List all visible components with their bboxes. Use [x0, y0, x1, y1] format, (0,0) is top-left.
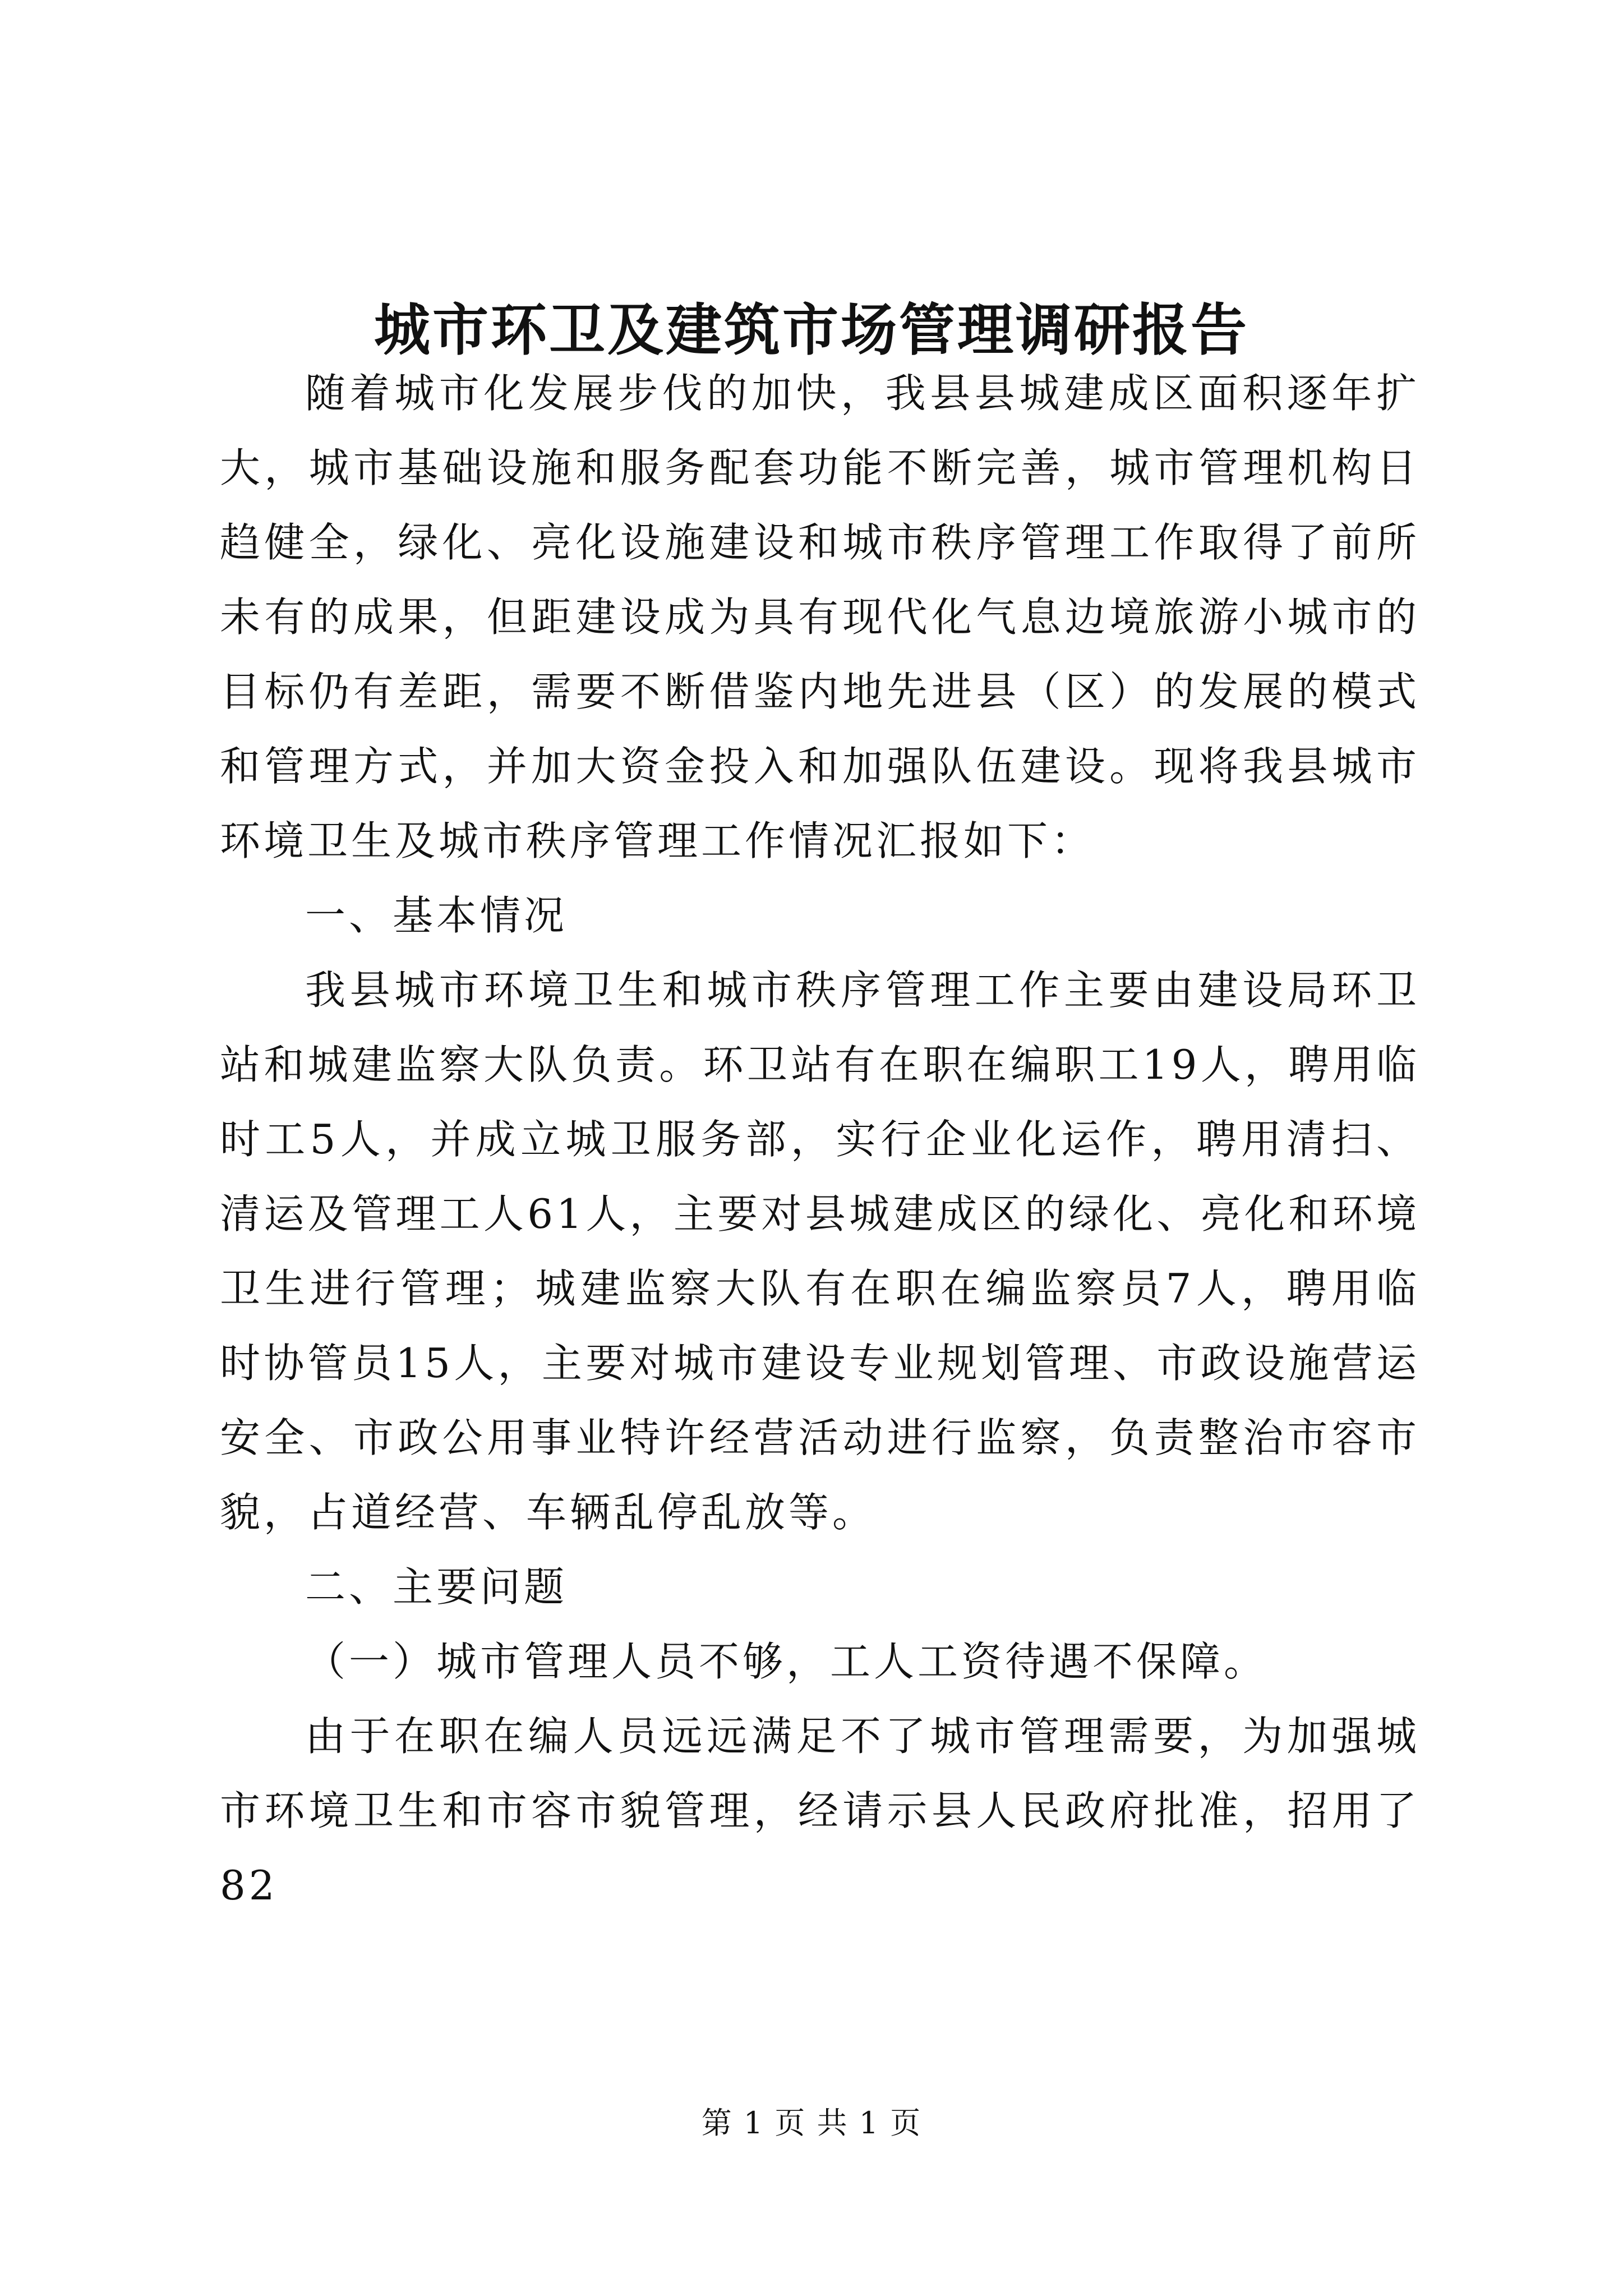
section-heading-basic-situation: 一、基本情况 — [305, 892, 568, 939]
page-footer: 第 1 页 共 1 页 — [701, 2105, 922, 2141]
document-body — [220, 356, 1420, 1923]
intro-paragraph: 随着城市化发展步伐的加快，我县县城建成区面积逐年扩大，城市基础设施和服务配套功能不断完善，城市管理机构日趋健全，绿化、亮化设施建设和城市秩序管理工作取得了前所未有的成果，但距建设成为具有现代化气息边境旅游小城市的目标仍有差距，需要不断借鉴内地先进县（区）的发展的模式和管理方式，并加大资金投入和加强队伍建设。现将我县城市环境卫生及城市秩序管理工作情况汇报如下： — [220, 370, 1420, 864]
section-heading-main-problems: 二、主要问题 — [305, 1563, 568, 1611]
document-title: 城市环卫及建筑市场管理调研报告 — [374, 297, 1249, 363]
subsection-heading-staff-shortage: （一）城市管理人员不够，工人工资待遇不保障。 — [305, 1638, 1268, 1685]
basic-situation-paragraph: 我县城市环境卫生和城市秩序管理工作主要由建设局环卫站和城建监察大队负责。环卫站有在职在编职工19人，聘用临时工5人，并成立城卫服务部，实行企业化运作，聘用清扫、清运及管理工人61人，主要对县城建成区的绿化、亮化和环境卫生进行管理；城建监察大队有在职在编监察员7人，聘用临时协管员15人，主要对城市建设专业规划管理、市政设施营运安全、市政公用事业特许经营活动进行监察，负责整治市容市貌，占道经营、车辆乱停乱放等。 — [220, 967, 1420, 1536]
staff-shortage-paragraph: 由于在职在编人员远远满足不了城市管理需要，为加强城市环境卫生和市容市貌管理，经请示县人民政府批准，招用了82 — [220, 1713, 1420, 1909]
